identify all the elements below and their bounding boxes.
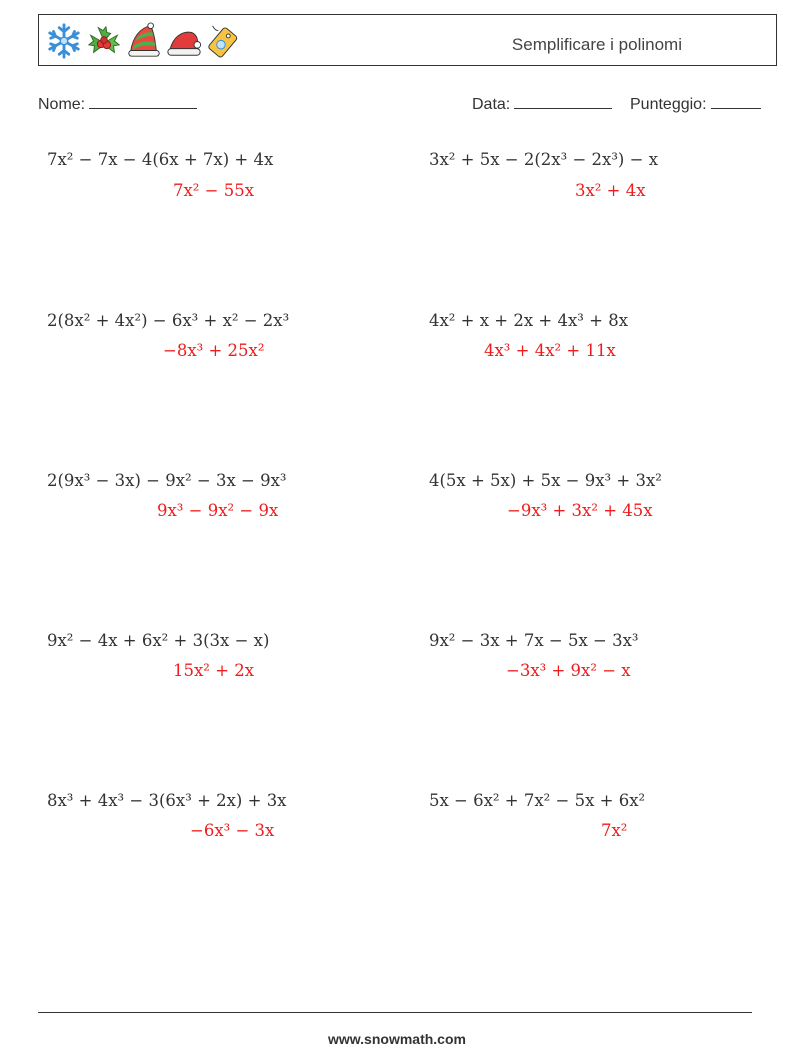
problem-expression: 4(5x + 5x) + 5x − 9x³ + 3x²: [429, 471, 662, 490]
name-label: Nome:: [38, 96, 86, 113]
footer-url[interactable]: www.snowmath.com: [328, 1031, 466, 1047]
problem-expression: 2(8x² + 4x²) − 6x³ + x² − 2x³: [47, 311, 290, 330]
worksheet-header: [38, 14, 777, 66]
header-icons: [45, 22, 243, 60]
problem-expression: 5x − 6x² + 7x² − 5x + 6x²: [429, 791, 646, 810]
worksheet-title: Semplificare i polinomi: [511, 35, 682, 54]
elf-hat-icon: [125, 22, 163, 60]
footer-divider: [38, 1012, 752, 1013]
answer-expression: 15x² + 2x: [173, 661, 255, 680]
score-label: Punteggio:: [630, 96, 707, 113]
gift-tag-icon: [205, 22, 243, 60]
score-blank[interactable]: [711, 94, 761, 109]
name-blank[interactable]: [89, 94, 197, 109]
answer-expression: 9x³ − 9x² − 9x: [157, 501, 279, 520]
answer-expression: −6x³ − 3x: [190, 821, 275, 840]
problem-expression: 4x² + x + 2x + 4x³ + 8x: [429, 311, 629, 330]
problem-expression: 8x³ + 4x³ − 3(6x³ + 2x) + 3x: [47, 791, 287, 810]
problem-expression: 2(9x³ − 3x) − 9x² − 3x − 9x³: [47, 471, 287, 490]
answer-expression: 3x² + 4x: [575, 181, 646, 200]
date-label: Data:: [472, 96, 511, 113]
name-field: [38, 94, 197, 114]
problem-expression: 7x² − 7x − 4(6x + 7x) + 4x: [47, 150, 274, 169]
snowflake-icon: [45, 22, 83, 60]
answer-expression: −9x³ + 3x² + 45x: [507, 501, 653, 520]
problem-expression: 9x² − 4x + 6x² + 3(3x − x): [47, 631, 270, 650]
problem-expression: 9x² − 3x + 7x − 5x − 3x³: [429, 631, 639, 650]
score-field: [630, 94, 761, 114]
date-field: [472, 94, 612, 114]
answer-expression: 7x²: [601, 821, 628, 840]
holly-icon: [85, 22, 123, 60]
date-blank[interactable]: [514, 94, 612, 109]
santa-hat-icon: [165, 22, 203, 60]
answer-expression: −8x³ + 25x²: [163, 341, 265, 360]
answer-expression: 7x² − 55x: [173, 181, 255, 200]
problem-expression: 3x² + 5x − 2(2x³ − 2x³) − x: [429, 150, 658, 169]
answer-expression: −3x³ + 9x² − x: [506, 661, 631, 680]
answer-expression: 4x³ + 4x² + 11x: [484, 341, 616, 360]
